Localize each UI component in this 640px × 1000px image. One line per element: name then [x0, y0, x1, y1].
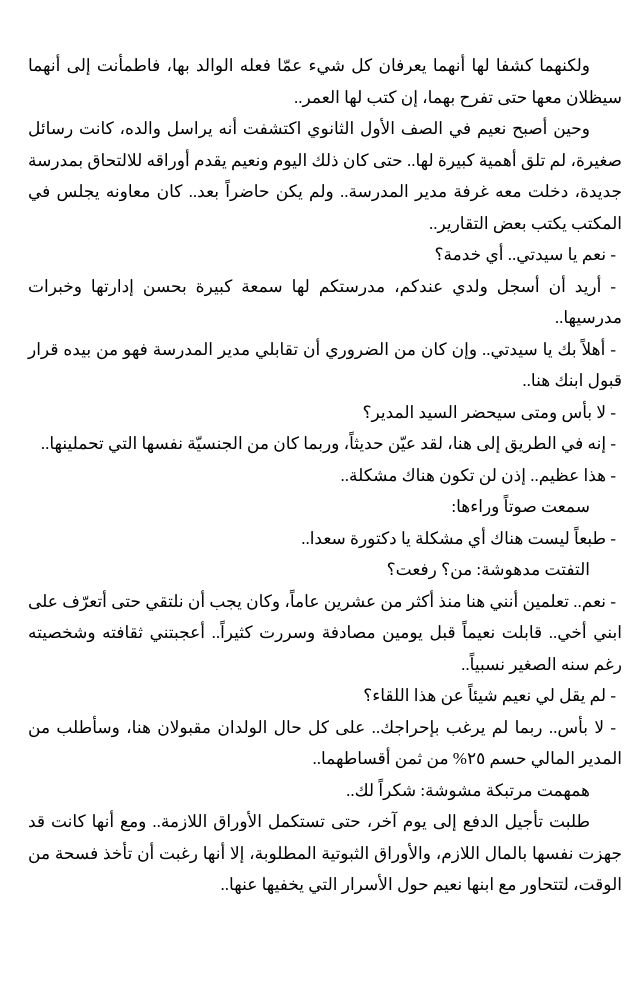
dialogue-line-6: - هذا عظيم.. إذن لن تكون هناك مشكلة.. [340, 465, 616, 485]
dialogue-line-5: - إنه في الطريق إلى هنا، لقد عيّن حديثاً، وربما كان من الجنسيّة نفسها التي تحملينها.. [40, 434, 616, 453]
narration-line-3: همهمت مرتبكة مشوشة: شكراً لك.. [346, 780, 590, 800]
narration-line-2: التفتت مدهوشة: من؟ رفعت؟ [386, 560, 590, 579]
paragraph-1: ولكنهما كشفا لها أنهما يعرفان كل شيء عمّا فعله الوالد بها، فاطمأنت إلى أنهما سيظلان معها حتى تفرح بهما، إن كتب لها العمر.. [28, 56, 622, 107]
paragraph-2: وحين أصبح نعيم في الصف الأول الثانوي اكتشفت أنه يراسل والده، كانت رسائل صغيرة، لم تلق أهمية كبيرة لها.. حتى كان ذلك اليوم ونعيم يقدم أوراقه للالتحاق بمدرسة جديدة، دخلت معه غرفة مدير المدرسة.. ولم يكن حاضراً بعد.. كان معاونه يجلس في المكتب يكتب بعض التقارير.. [28, 119, 622, 233]
narration-line-1: سمعت صوتاً وراءها: [451, 497, 590, 516]
dialogue-line-7: - طبعاً ليست هناك أي مشكلة يا دكتورة سعدا.. [301, 528, 616, 548]
dialogue-line-1: - نعم يا سيدتي.. أي خدمة؟ [434, 245, 616, 264]
dialogue-line-10: - لا بأس.. ربما لم يرغب بإحراجك.. على كل حال الولدان مقبولان هنا، وسأطلب من المدير المالي حسم ٢٥% من ثمن أقساطهما.. [28, 717, 622, 768]
document-page [28, 50, 622, 901]
dialogue-line-4: - لا بأس ومتى سيحضر السيد المدير؟ [362, 402, 616, 422]
dialogue-line-8: - نعم.. تعلمين أنني هنا منذ أكثر من عشرين عاماً، وكان يجب أن نلتقي حتى أتعرّف على ابني أخي.. قابلت نعيماً قبل يومين مصادفة وسررت كثيراً.. أعجبتني ثقافته وشخصيته رغم سنه الصغير نسبياً.. [28, 591, 622, 674]
dialogue-line-3: - أهلاً بك يا سيدتي.. وإن كان من الضروري أن تقابلي مدير المدرسة فهو من بيده قرار قبول ابنك هنا.. [28, 339, 622, 390]
paragraph-final: طلبت تأجيل الدفع إلى يوم آخر، حتى تستكمل الأوراق اللازمة.. ومع أنها كانت قد جهزت نفسها بالمال اللازم، والأوراق الثبوتية المطلوبة، إلا أنها رغبت أن تأخذ فسحة من الوقت، لتتحاور مع ابنها نعيم حول الأسرار التي يخفيها عنها.. [28, 812, 622, 894]
dialogue-line-9: - لم يقل لي نعيم شيئاً عن هذا اللقاء؟ [363, 686, 616, 705]
dialogue-line-2: - أريد أن أسجل ولدي عندكم، مدرستكم لها سمعة كبيرة بحسن إدارتها وخبرات مدرسيها.. [28, 276, 622, 327]
